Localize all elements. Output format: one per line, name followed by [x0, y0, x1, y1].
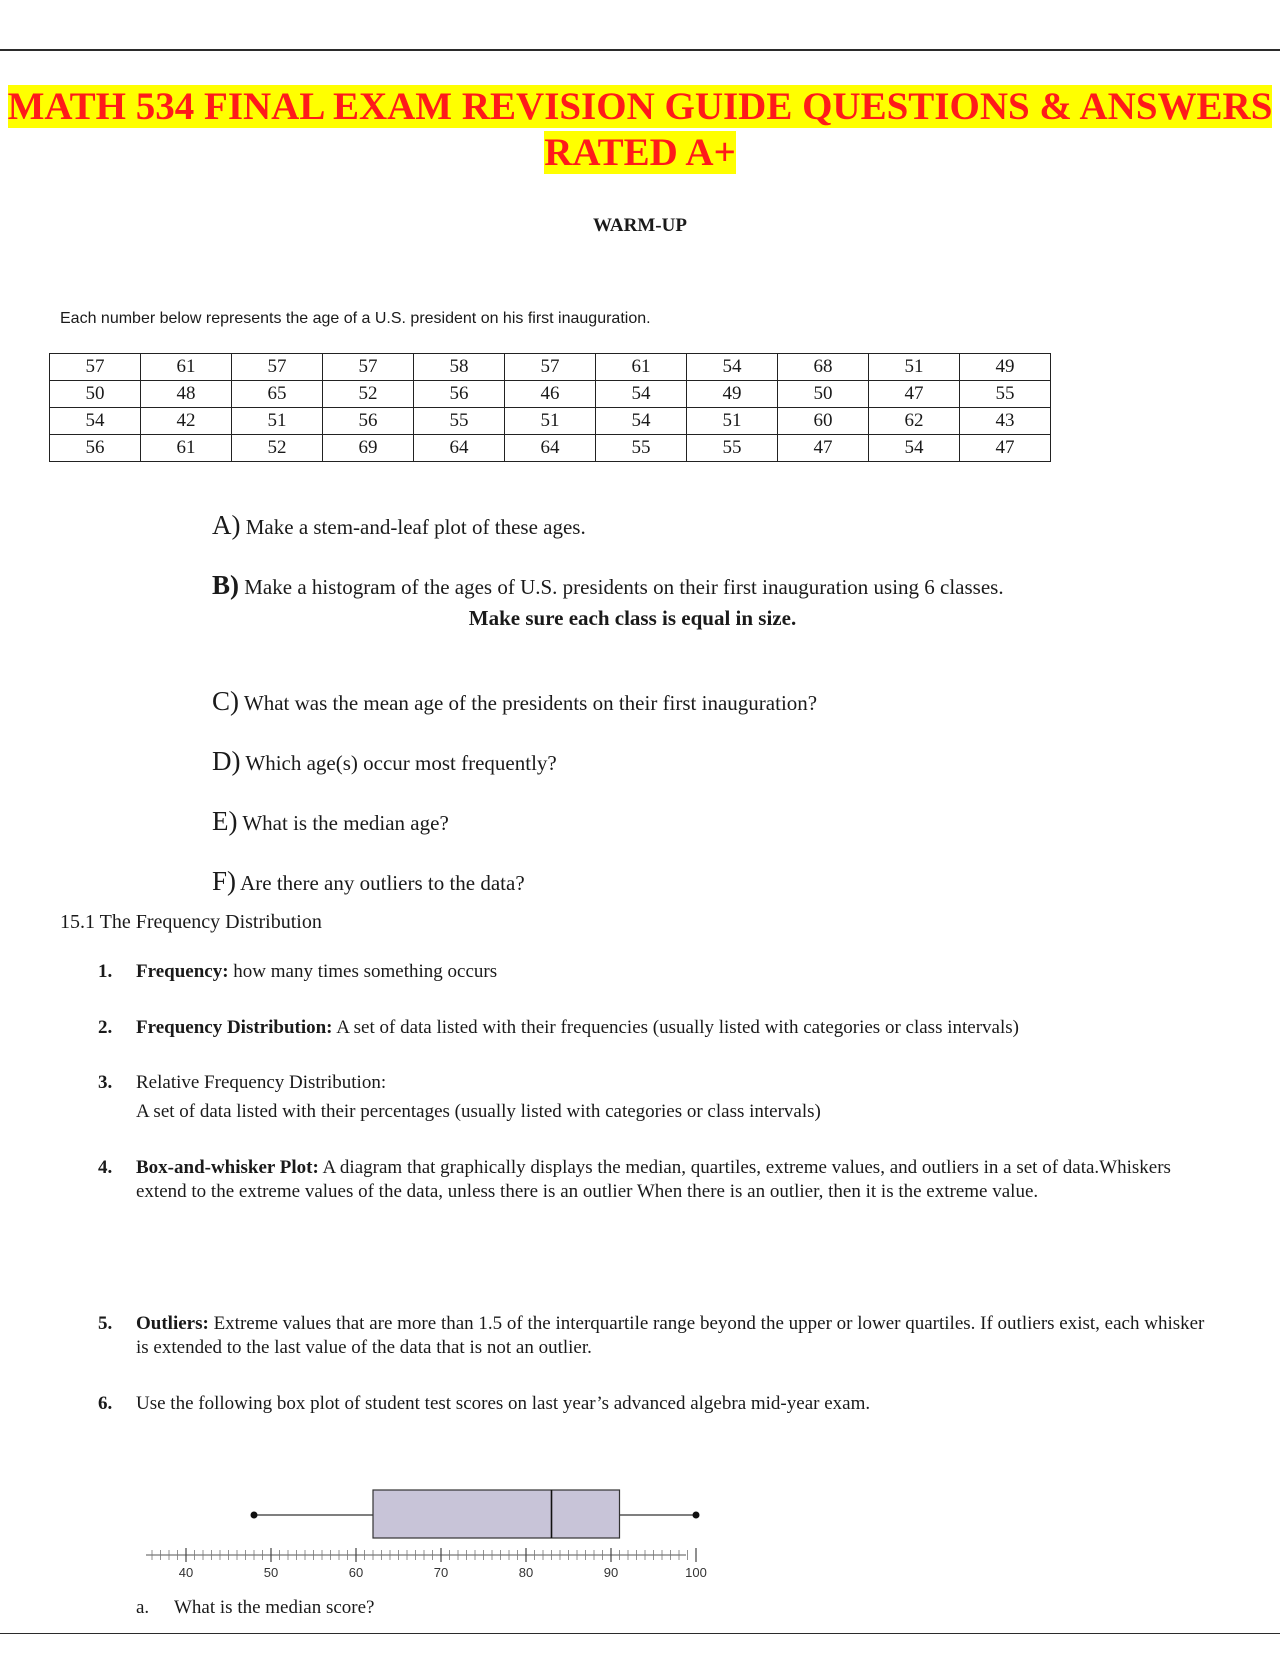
definition-5-number: 5. — [98, 1313, 113, 1334]
ages-table-cell: 54 — [687, 354, 778, 381]
definition-4-term: Box-and-whisker Plot: — [136, 1157, 319, 1178]
intro-text: Each number below represents the age of a U.S. president on his first inauguration. — [60, 310, 651, 327]
question-b-text: Make a histogram of the ages of U.S. presidents on their first inauguration using 6 classes. — [244, 575, 1004, 599]
question-c-text: What was the mean age of the presidents on their first inauguration? — [243, 691, 818, 715]
question-d-text: Which age(s) occur most frequently? — [245, 751, 557, 775]
ages-table-row — [50, 435, 1051, 462]
title-line-1: MATH 534 FINAL EXAM REVISION GUIDE QUESTIONS & ANSWERS — [7, 85, 1273, 128]
question-b-letter: B) — [212, 570, 239, 600]
ages-table-cell: 49 — [687, 381, 778, 408]
ages-table-cell: 51 — [505, 408, 596, 435]
definition-4-number: 4. — [98, 1157, 113, 1178]
ages-table-cell: 50 — [50, 381, 141, 408]
min-point — [251, 1512, 258, 1519]
ages-table-cell: 50 — [778, 381, 869, 408]
ages-table-cell: 51 — [232, 408, 323, 435]
title-line-2: RATED A+ — [544, 131, 736, 174]
ages-table-cell: 57 — [323, 354, 414, 381]
question-d-letter: D) — [212, 746, 241, 776]
ages-table-cell: 56 — [323, 408, 414, 435]
definition-6-number: 6. — [98, 1393, 113, 1414]
ages-table-cell: 43 — [960, 408, 1051, 435]
section-title: 15.1 The Frequency Distribution — [60, 911, 322, 933]
document-title — [0, 84, 1280, 176]
ages-table-cell: 61 — [141, 354, 232, 381]
ages-table-cell: 57 — [232, 354, 323, 381]
sub-question-a-text: What is the median score? — [174, 1597, 375, 1618]
ages-table-cell: 55 — [414, 408, 505, 435]
ages-table-cell: 54 — [50, 408, 141, 435]
axis-tick-label: 40 — [178, 1565, 194, 1580]
ages-table-cell: 61 — [141, 435, 232, 462]
ages-table-cell: 46 — [505, 381, 596, 408]
definition-3-number: 3. — [98, 1072, 113, 1093]
axis-tick-label: 100 — [685, 1565, 707, 1580]
ages-table-cell: 61 — [596, 354, 687, 381]
definition-1-term: Frequency: — [136, 961, 229, 982]
ages-table-cell: 55 — [687, 435, 778, 462]
ages-table-cell: 56 — [414, 381, 505, 408]
box-plot-chart — [140, 1460, 740, 1580]
ages-table — [49, 353, 1051, 462]
ages-table-cell: 54 — [596, 381, 687, 408]
question-c — [212, 686, 817, 717]
question-f-text: Are there any outliers to the data? — [240, 871, 525, 895]
definition-1 — [98, 960, 1208, 984]
sub-question-a — [136, 1597, 374, 1619]
ages-table-cell: 52 — [232, 435, 323, 462]
definition-2-text: A set of data listed with their frequencies (usually listed with categories or class intervals) — [332, 1017, 1019, 1038]
interquartile-box — [373, 1490, 620, 1538]
max-point — [693, 1512, 700, 1519]
definition-1-number: 1. — [98, 961, 113, 982]
ages-table-cell: 65 — [232, 381, 323, 408]
ages-table-cell: 47 — [869, 381, 960, 408]
definition-3 — [98, 1071, 1208, 1124]
axis-tick-label: 90 — [603, 1565, 619, 1580]
sub-question-a-label: a. — [136, 1597, 150, 1618]
ages-table-cell: 51 — [687, 408, 778, 435]
axis-tick-label: 80 — [518, 1565, 534, 1580]
ages-table-row — [50, 354, 1051, 381]
ages-table-cell: 57 — [50, 354, 141, 381]
definition-5-text: Extreme values that are more than 1.5 of the interquartile range beyond the upper or lower quartiles. If outliers exist, each whisker is extended to the last value of the data that is not an outlier. — [136, 1313, 1205, 1358]
ages-table-cell: 47 — [778, 435, 869, 462]
ages-table-cell: 68 — [778, 354, 869, 381]
question-a-text: Make a stem-and-leaf plot of these ages. — [245, 515, 586, 539]
question-a-letter: A) — [212, 510, 241, 540]
ages-table-cell: 56 — [50, 435, 141, 462]
ages-table-cell: 57 — [505, 354, 596, 381]
definition-6-text: Use the following box plot of student test scores on last year’s advanced algebra mid-year exam. — [136, 1393, 871, 1414]
ages-table-cell: 60 — [778, 408, 869, 435]
ages-table-cell: 48 — [141, 381, 232, 408]
question-e-letter: E) — [212, 806, 238, 836]
question-a — [212, 510, 586, 541]
ages-table-cell: 42 — [141, 408, 232, 435]
question-b — [212, 570, 1004, 601]
ages-table-cell: 54 — [596, 408, 687, 435]
definition-2-number: 2. — [98, 1017, 113, 1038]
definition-3-term: Relative Frequency Distribution: — [136, 1072, 387, 1093]
question-e-text: What is the median age? — [242, 811, 449, 835]
definition-5-term: Outliers: — [136, 1313, 209, 1334]
definition-6 — [98, 1392, 1208, 1416]
ages-table-cell: 51 — [869, 354, 960, 381]
axis-tick-label: 50 — [263, 1565, 279, 1580]
definition-5 — [98, 1312, 1208, 1360]
ages-table-row — [50, 408, 1051, 435]
definition-3-text: A set of data listed with their percentages (usually listed with categories or class intervals) — [136, 1101, 821, 1122]
ages-table-cell: 62 — [869, 408, 960, 435]
question-e — [212, 806, 449, 837]
ages-table-cell: 64 — [414, 435, 505, 462]
question-f-letter: F) — [212, 866, 237, 896]
definition-1-text: how many times something occurs — [228, 961, 498, 982]
definition-4-text: A diagram that graphically displays the median, quartiles, extreme values, and outliers in a set of data.Whiskers extend to the extreme values of the data, unless there is an outlier When there is an outlier, then it is the extreme value. — [136, 1157, 1171, 1202]
definition-4 — [98, 1156, 1208, 1204]
ages-table-cell: 54 — [869, 435, 960, 462]
question-c-letter: C) — [212, 686, 239, 716]
definition-2 — [98, 1016, 1208, 1040]
ages-table-row — [50, 381, 1051, 408]
ages-table-cell: 69 — [323, 435, 414, 462]
axis-tick-label: 60 — [348, 1565, 364, 1580]
ages-table-cell: 49 — [960, 354, 1051, 381]
warmup-heading: WARM-UP — [593, 215, 687, 236]
ages-table-cell: 55 — [960, 381, 1051, 408]
question-d — [212, 746, 557, 777]
ages-table-cell: 58 — [414, 354, 505, 381]
ages-table-cell: 55 — [596, 435, 687, 462]
axis-tick-label: 70 — [433, 1565, 449, 1580]
bottom-rule — [0, 1633, 1280, 1634]
question-b-note: Make sure each class is equal in size. — [468, 606, 797, 630]
ages-table-cell: 64 — [505, 435, 596, 462]
question-f — [212, 866, 525, 897]
top-rule — [0, 49, 1280, 51]
ages-table-cell: 47 — [960, 435, 1051, 462]
ages-table-cell: 52 — [323, 381, 414, 408]
definition-2-term: Frequency Distribution: — [136, 1017, 333, 1038]
